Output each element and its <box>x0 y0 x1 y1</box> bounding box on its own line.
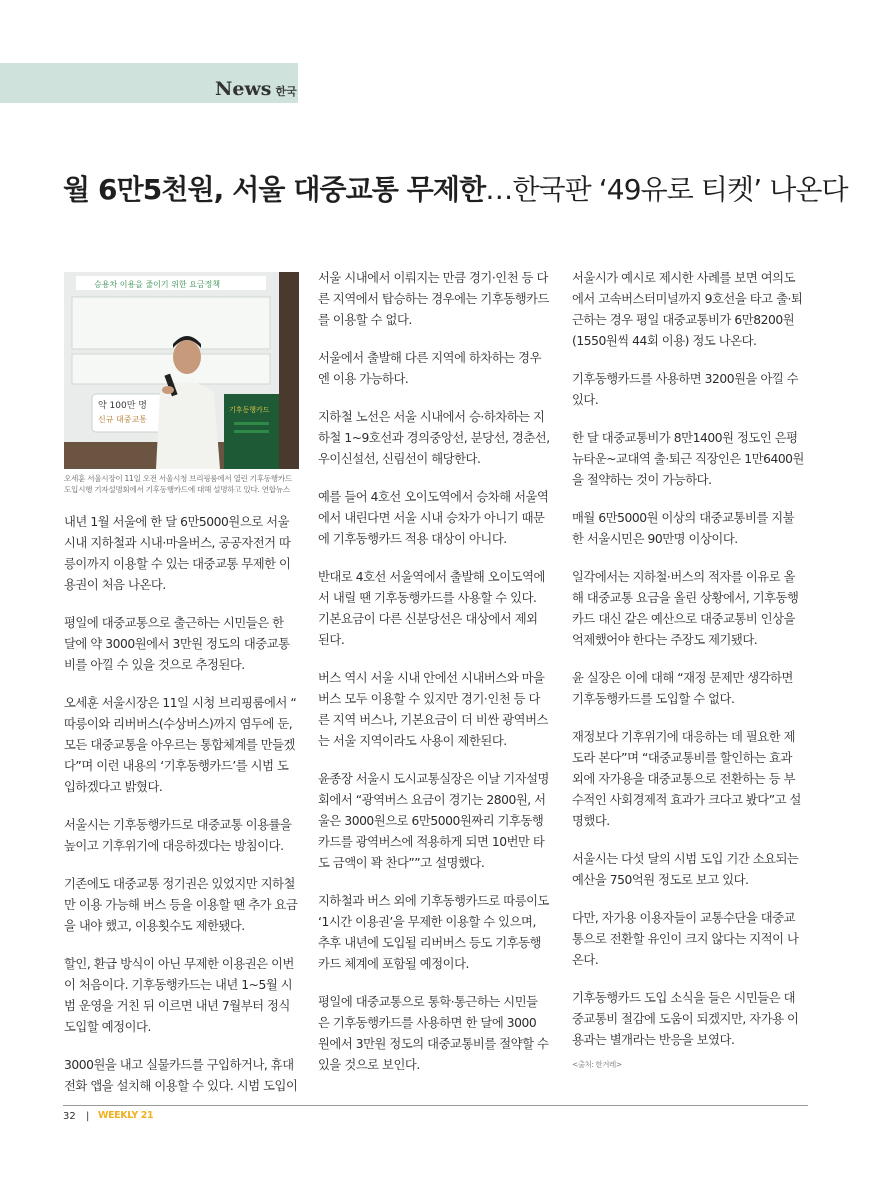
slide-title: 승용차 이용을 줄이기 위한 요금정책 <box>94 280 221 289</box>
paragraph: 윤 실장은 이에 대해 “재정 문제만 생각하면 기후동행카드를 도입할 수 없다. <box>572 671 793 706</box>
speaker-head <box>173 340 201 374</box>
paragraph: 매월 6만5000원 이상의 대중교통비를 지불 한 서울시민은 90만명 이상이다. <box>572 511 795 546</box>
paragraph: 오세훈 서울시장은 11일 시청 브리핑룸에서 “ 따릉이와 리버버스(수상버스)까지 염두에 둔, 모든 대중교통을 아우르는 통합체계를 만들겠 다”며 이런 내용의 ‘기후동행카드’를 시범 도 입하겠다고 밝혔다. <box>64 696 297 794</box>
paragraph: 기후동행카드를 사용하면 3200원을 아낄 수 있다. <box>572 372 799 407</box>
paragraph: 다만, 자가용 이용자들이 교통수단을 대중교 통으로 전환할 유인이 크지 않다는 지적이 나 온다. <box>572 911 799 967</box>
paragraph: 서울 시내에서 이뤄지는 만큼 경기·인천 등 다 른 지역에서 탑승하는 경우에는 기후동행카드 를 이용할 수 없다. <box>318 271 549 327</box>
source-note: <출처: 한겨레> <box>572 1060 622 1069</box>
headline-main: 월 6만5천원, 서울 대중교통 무제한 <box>63 173 486 206</box>
article-photo <box>64 272 299 469</box>
paragraph: 평일에 대중교통으로 출근하는 시민들은 한 달에 약 3000원에서 3만원 정도의 대중교통 비를 아낄 수 있을 것으로 추정된다. <box>64 616 290 672</box>
briefing-photo <box>64 272 299 469</box>
column-2 <box>318 268 556 1093</box>
paragraph: 기후동행카드 도입 소식을 들은 시민들은 대 중교통비 절감에 도움이 되겠지만, 자가용 이 용과는 별개라는 반응을 보였다. <box>572 991 799 1047</box>
column-3 <box>572 268 810 1075</box>
paragraph: 서울시는 다섯 달의 시범 도입 기간 소요되는 예산을 750억원 정도로 보고 있다. <box>572 852 799 887</box>
paragraph: 예를 들어 4호선 오이도역에서 승차해 서울역 에서 내린다면 서울 시내 승차가 아니기 때문 에 기후동행카드 적용 대상이 아니다. <box>318 490 549 546</box>
photo-caption: 오세훈 서울시장이 11일 오전 서울시청 브리핑룸에서 열린 기후동행카드 도입시행 기자설명회에서 기후동행카드에 대해 설명하고 있다. 연합뉴스 <box>64 474 292 494</box>
paragraph: 서울에서 출발해 다른 지역에 하차하는 경우 엔 이용 가능하다. <box>318 351 542 386</box>
paragraph: 윤종장 서울시 도시교통실장은 이날 기자설명 회에서 “광역버스 요금이 경기는 2800원, 서 울은 3000원으로 6만5000원짜리 기후동행 카드를 광역버스에 적용하게 되면 10번만 타 도 금액이 꽉 찬다””고 설명했다. <box>318 772 549 870</box>
headline <box>63 168 848 208</box>
podium-sign: 기후동행카드 <box>229 406 270 414</box>
paragraph: 평일에 대중교통으로 통학·통근하는 시민들 은 기후동행카드를 사용하면 한 달에 3000 원에서 3만원 정도의 대중교통비를 절약할 수 있을 것으로 보인다. <box>318 995 549 1072</box>
speaker-shirt <box>156 382 220 469</box>
paragraph: 일각에서는 지하철·버스의 적자를 이유로 올 해 대중교통 요금을 올린 상황에서, 기후동행 카드 대신 같은 예산으로 대중교통비 인상을 억제했어야 한다는 주장도 제기됐다. <box>572 570 799 647</box>
column-1 <box>64 512 301 1114</box>
paragraph: 서울시가 예시로 제시한 사례를 보면 여의도 에서 고속버스터미널까지 9호선을 타고 출·퇴 근하는 경우 평일 대중교통비가 6만8200원 (1550원씩 44회 이용) 정도 나온다. <box>572 271 803 348</box>
paragraph: 지하철 노선은 서울 시내에서 승·하차하는 지 하철 1~9호선과 경의중앙선, 분당선, 경춘선, 우이신설선, 신림선이 해당한다. <box>318 410 550 466</box>
slide-text: 약 100만 명 <box>98 401 147 411</box>
paragraph: 버스 역시 서울 시내 안에선 시내버스와 마을 버스 모두 이용할 수 있지만 경기·인천 등 다 른 지역 버스나, 기본요금이 더 비싼 광역버스 는 서울 지역이라도 사용이 제한된다. <box>318 671 548 748</box>
slide-sub: 신규 대중교통 <box>98 415 147 424</box>
paragraph: 내년 1월 서울에 한 달 6만5000원으로 서울 시내 지하철과 시내·마을버스, 공공자전거 따 릉이까지 이용할 수 있는 대중교통 무제한 이 용권이 처음 나온다. <box>64 515 291 592</box>
paragraph: 3000원을 내고 실물카드를 구입하거나, 휴대 전화 앱을 설치해 이용할 수 있다. 시범 도입이 <box>64 1058 298 1093</box>
headline-sub: …한국판 ‘49유로 티켓’ 나온다 <box>485 173 848 206</box>
paragraph: 기존에도 대중교통 정기권은 있었지만 지하철 만 이용 가능해 버스 등을 이용할 땐 추가 요금 을 내야 했고, 이용횟수도 제한됐다. <box>64 877 298 933</box>
footer-divider <box>63 1105 808 1106</box>
paragraph: 반대로 4호선 서울역에서 출발해 오이도역에 서 내릴 땐 기후동행카드를 사용할 수 있다. 기본요금이 다른 신분당선은 대상에서 제외 된다. <box>318 570 545 647</box>
paragraph: 할인, 환급 방식이 아닌 무제한 이용권은 이번 이 처음이다. 기후동행카드는 내년 1~5월 시 범 운영을 거친 뒤 이르면 내년 7월부터 정식 도입할 예정이다. <box>64 957 294 1034</box>
section-title: News <box>215 78 272 100</box>
paragraph: 서울시는 기후동행카드로 대중교통 이용률을 높이고 기후위기에 대응하겠다는 방침이다. <box>64 818 292 853</box>
page-number: 32 <box>63 1111 76 1122</box>
paragraph: 지하철과 버스 외에 기후동행카드로 따릉이도 ‘1시간 이용권’을 무제한 이용할 수 있으며, 추후 내년에 도입될 리버버스 등도 기후동행 카드 체계에 포함될 예정이다. <box>318 894 549 971</box>
paragraph: 재정보다 기후위기에 대응하는 데 필요한 제 도라 본다”며 “대중교통비를 할인하는 효과 외에 자가용을 대중교통으로 전환하는 등 부 수적인 사회경제적 효과가 크다고 봤다”고 설 명했다. <box>572 730 801 828</box>
footer-separator: | <box>86 1111 90 1122</box>
section-subtitle: 한국 <box>275 85 297 98</box>
paragraph: 한 달 대중교통비가 8만1400원 정도인 은평 뉴타운~교대역 출·퇴근 직장인은 1만6400원 을 절약하는 것이 가능하다. <box>572 431 804 487</box>
section-label <box>215 78 297 100</box>
magazine-logo: WEEKLY 21 <box>98 1110 154 1121</box>
